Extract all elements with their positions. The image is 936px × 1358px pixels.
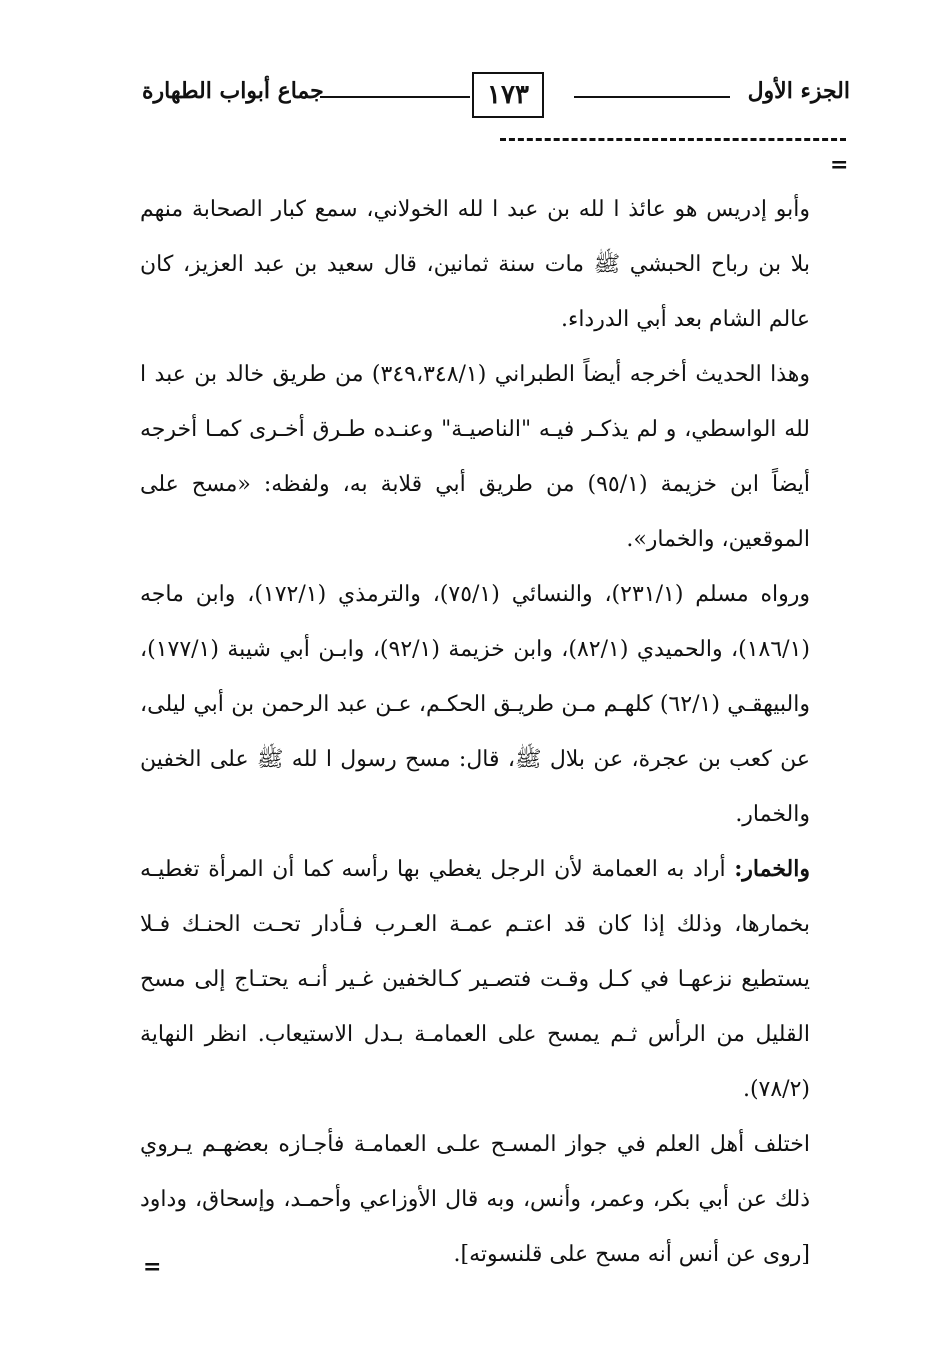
paragraph-muslim: ورواه مسلم (٢٣١/١)، والنسائي (٧٥/١)، والترمذي (١٧٢/١)، وابن ماجه (١٨٦/١)، والحميدي (٨٢/١)، وابن خزيمة (٩٢/١)، وابـن أبي شيبة (١٧٧/١)، والبيهقـي (٦٢/١) كلهـم مـن طريـق الحكـم، عـن عبد الرحمن بن أبي ليلى، عن كعب بن عجرة، عن بلال ﷺ، قال: مسح رسول ا لله ﷺ على الخفين والخمار.	[140, 582, 810, 827]
header-rule-left	[320, 96, 470, 98]
page-number: ١٧٣	[472, 72, 544, 118]
paragraph-tabarani: وهذا الحديث أخرجه أيضاً الطبراني (٣٤٩،٣٤٨/١) من طريق خالد بن عبد ا لله الواسطي، و لم يذكـر فيـه "الناصيـة" وعنـده طـرق أخـرى كمـا أخرجه أيضاً ابن خزيمة (٩٥/١) من طريق أبي قلابة به، ولفظه: «مسح على الموقعين، والخمار».	[140, 362, 811, 552]
continuation-mark-bottom: =	[143, 1254, 162, 1280]
footnote-separator	[500, 138, 846, 141]
chapter-title: جماع أبواب الطهارة	[142, 78, 324, 104]
paragraph-ikhtilaf: اختلف أهل العلم في جواز المسـح علـى العمامـة فأجـازه بعضهـم يـروي ذلك عن أبي بكر، وعمر، وأنس، وبه قال الأوزاعي وأحمـد، وإسحاق، وداود [روى عن أنس أنه مسح على قلنسوته].	[140, 1132, 810, 1267]
continuation-mark-top: =	[830, 152, 849, 178]
paragraph-khimar: والخمار: أراد به العمامة لأن الرجل يغطي بها رأسه كما أن المرأة تغطيـه بخمارها، وذلك إذا كان قد اعتـم عمـة العـرب فـأدار تحـت الحنـك فـلا يستطيع نزعهـا في كـل وقـت فتصـير كـالخفين غـير أنـه يحتـاج إلى مسح القليل من الرأس ثـم يمسح على العمامـة بـدل الاستيعاب. انظر النهاية (٧٨/٢).	[140, 856, 810, 1102]
paragraph-abu-idris: وأبو إدريس هو عائذ ا لله بن عبد ا لله الخولاني، سمع كبار الصحابة منهم بلا بن رباح الحبشي ﷺ مات سنة ثمانين، قال سعيد بن عبد العزيز، كان عالم الشام بعد أبي الدرداء.	[140, 197, 810, 332]
part-title: الجزء الأول	[747, 78, 850, 104]
footnote-body	[140, 182, 810, 1282]
page-header	[142, 70, 850, 126]
header-rule-right	[574, 96, 730, 98]
term-khimar: والخمار:	[734, 856, 810, 882]
